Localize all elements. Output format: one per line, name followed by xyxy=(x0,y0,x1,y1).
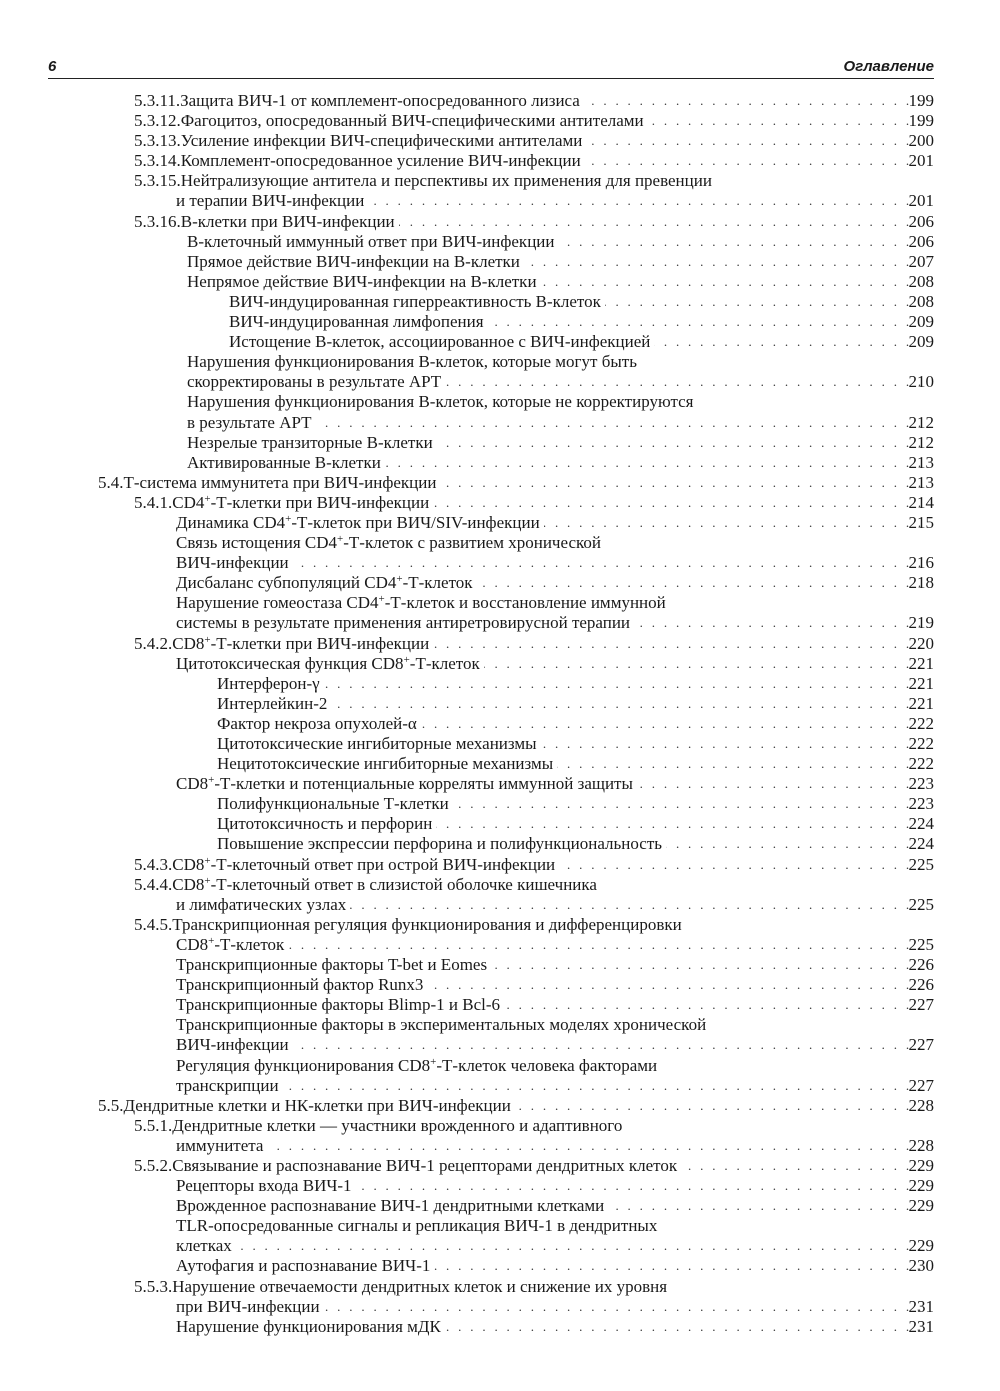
toc-entry-page: 224 xyxy=(908,814,934,834)
toc-entry-page: 212 xyxy=(908,432,934,452)
toc-entry-title: Цитотоксическая функция CD8+-Т-клеток xyxy=(176,653,480,673)
toc-entry-page: 200 xyxy=(908,131,934,151)
toc-entry[interactable] xyxy=(0,1035,1000,1055)
toc-entry[interactable] xyxy=(0,513,1000,533)
toc-entry[interactable] xyxy=(0,1156,1000,1176)
toc-entry-title: Нарушение отвечаемости дендритных клеток и снижение их уровня xyxy=(172,1276,668,1296)
toc-entry-title: Дендритные клетки и НК-клетки при ВИЧ-инфекции xyxy=(123,1095,511,1115)
toc-entry[interactable] xyxy=(0,1015,1000,1035)
leader-dots xyxy=(417,714,930,734)
toc-entry[interactable] xyxy=(0,553,1000,573)
toc-entry-page: 223 xyxy=(908,774,934,794)
toc-entry[interactable] xyxy=(0,131,1000,151)
leader-dots xyxy=(473,573,930,593)
leader-dots xyxy=(381,453,930,473)
toc-entry-title: Транскрипционная регуляция функционирования и дифференцировки xyxy=(172,914,682,934)
leader-dots xyxy=(312,413,930,433)
toc-entry-page: 206 xyxy=(908,211,934,231)
leader-dots xyxy=(327,694,930,714)
leader-dots xyxy=(484,312,930,332)
leader-dots xyxy=(601,292,930,312)
running-title: Оглавление xyxy=(843,58,934,75)
toc-entry-number: 5.5.2. xyxy=(134,1155,173,1175)
toc-entry-page: 228 xyxy=(908,1135,934,1155)
toc-entry[interactable] xyxy=(0,613,1000,633)
toc-entry[interactable] xyxy=(0,272,1000,292)
toc-entry[interactable] xyxy=(0,593,1000,613)
toc-entry-page: 221 xyxy=(908,673,934,693)
leader-dots xyxy=(449,794,930,814)
toc-entry-page: 227 xyxy=(908,1075,934,1095)
toc-entry[interactable] xyxy=(0,1196,1000,1216)
toc-entry-title: Усиление инфекции ВИЧ-специфическими антителами xyxy=(180,131,583,151)
toc-entry-title: Фактор некроза опухолей-α xyxy=(217,713,417,733)
toc-entry-page: 222 xyxy=(908,734,934,753)
toc-entry-page: 208 xyxy=(908,291,934,311)
toc-entry[interactable] xyxy=(0,252,1000,272)
leader-dots xyxy=(430,1256,930,1276)
toc-entry[interactable] xyxy=(0,955,1000,975)
toc-entry-title: Аутофагия и распознавание ВИЧ-1 xyxy=(176,1256,431,1276)
leader-dots xyxy=(432,814,930,834)
toc-entry-number: 5.3.12. xyxy=(134,111,181,131)
toc-entry-page: 227 xyxy=(908,1035,934,1055)
leader-dots xyxy=(429,493,930,513)
toc-entry-page: 209 xyxy=(908,332,934,352)
toc-entry-page: 225 xyxy=(908,934,934,954)
toc-entry[interactable] xyxy=(0,332,1000,352)
toc-entry-title: Фагоцитоз, опосредованный ВИЧ-специфическими антителами xyxy=(180,111,644,131)
leader-dots xyxy=(677,1156,930,1176)
toc-entry-page: 213 xyxy=(908,472,934,492)
leader-dots xyxy=(582,131,930,151)
leader-dots xyxy=(429,634,930,654)
toc-entry-page: 214 xyxy=(908,492,934,512)
toc-entry[interactable] xyxy=(0,814,1000,834)
toc-entry-page: 212 xyxy=(908,412,934,432)
table-of-contents xyxy=(0,91,1000,1337)
toc-entry-title: Цитотоксичность и перфорин xyxy=(217,814,433,834)
toc-entry-number: 5.3.13. xyxy=(134,131,181,151)
toc-entry-number: 5.3.15. xyxy=(134,171,181,191)
leader-dots xyxy=(580,91,930,111)
leader-dots xyxy=(511,1096,930,1116)
toc-entry[interactable] xyxy=(0,453,1000,473)
toc-entry-page: 229 xyxy=(908,1176,934,1196)
toc-entry-title: в результате АРТ xyxy=(187,412,312,432)
toc-entry-number: 5.3.11. xyxy=(134,91,181,110)
toc-entry-title: Динамика CD4+-Т-клеток при ВИЧ/SIV-инфекции xyxy=(176,512,540,532)
leader-dots xyxy=(279,1076,930,1096)
toc-entry-number: 5.3.16. xyxy=(134,211,181,231)
toc-entry-page: 209 xyxy=(908,312,934,332)
toc-entry-page: 220 xyxy=(908,633,934,653)
toc-entry-title: ВИЧ-инфекции xyxy=(176,553,289,573)
toc-entry-title: Дендритные клетки — участники врожденного и адаптивного xyxy=(172,1115,623,1135)
leader-dots xyxy=(630,613,930,633)
toc-entry-page: 199 xyxy=(908,111,934,131)
leader-dots xyxy=(289,553,930,573)
toc-entry-title: CD8+-Т-клетки и потенциальные корреляты иммунной защиты xyxy=(176,774,633,794)
toc-entry-page: 210 xyxy=(908,372,934,392)
toc-entry-title: Нецитотоксические ингибиторные механизмы xyxy=(217,754,554,774)
toc-entry-number: 5.4. xyxy=(98,472,124,492)
toc-entry[interactable] xyxy=(0,392,1000,412)
toc-entry-title: Истощение В-клеток, ассоциированное с ВИЧ-инфекцией xyxy=(229,332,651,352)
toc-entry-page: 216 xyxy=(908,553,934,573)
toc-entry[interactable] xyxy=(0,1136,1000,1156)
toc-entry-title: Незрелые транзиторные В-клетки xyxy=(187,432,433,452)
toc-entry-title: транскрипции xyxy=(176,1075,279,1095)
toc-entry-page: 224 xyxy=(908,834,934,854)
toc-entry-title: Транскрипционные факторы T-bet и Eomes xyxy=(176,955,488,975)
leader-dots xyxy=(395,212,930,232)
toc-entry-title: Цитотоксические ингибиторные механизмы xyxy=(217,734,537,753)
toc-entry[interactable] xyxy=(0,794,1000,814)
toc-entry-title: Нарушения функционирования В-клеток, которые могут быть xyxy=(187,352,637,372)
toc-entry-page: 229 xyxy=(908,1155,934,1175)
toc-entry-title: Связывание и распознавание ВИЧ-1 рецепторами дендритных клеток xyxy=(172,1155,678,1175)
toc-entry-page: 213 xyxy=(908,452,934,472)
toc-entry-page: 226 xyxy=(908,975,934,995)
toc-entry[interactable] xyxy=(0,1076,1000,1096)
leader-dots xyxy=(487,955,930,975)
toc-entry-page: 199 xyxy=(908,91,934,110)
toc-entry-title: Активированные В-клетки xyxy=(187,452,381,472)
toc-entry-page: 225 xyxy=(908,854,934,874)
toc-entry[interactable] xyxy=(0,935,1000,955)
leader-dots xyxy=(604,1196,930,1216)
leader-dots xyxy=(480,654,930,674)
toc-entry-page: 229 xyxy=(908,1196,934,1216)
leader-dots xyxy=(320,674,930,694)
toc-entry-page: 225 xyxy=(908,894,934,914)
leader-dots xyxy=(581,151,930,171)
leader-dots xyxy=(554,232,930,252)
toc-entry-title: Рецепторы входа ВИЧ-1 xyxy=(176,1176,352,1196)
page-number: 6 xyxy=(48,58,57,75)
toc-entry[interactable] xyxy=(0,995,1000,1015)
toc-entry[interactable] xyxy=(0,714,1000,734)
toc-entry[interactable] xyxy=(0,111,1000,131)
toc-entry[interactable] xyxy=(0,694,1000,714)
toc-entry-title: Повышение экспрессии перфорина и полифункциональность xyxy=(217,834,663,854)
toc-entry-title: Т-система иммунитета при ВИЧ-инфекции xyxy=(123,472,437,492)
toc-entry[interactable] xyxy=(0,1116,1000,1136)
leader-dots xyxy=(364,191,930,211)
toc-entry-number: 5.4.2. xyxy=(134,633,173,653)
toc-entry-page: 230 xyxy=(908,1256,934,1276)
toc-entry-title: Врожденное распознавание ВИЧ-1 дендритными клетками xyxy=(176,1196,605,1216)
leader-dots xyxy=(320,1297,930,1317)
leader-dots xyxy=(284,935,930,955)
toc-entry-title: ВИЧ-индуцированная гиперреактивность В-клеток xyxy=(229,291,601,311)
toc-entry-title: В-клеточный иммунный ответ при ВИЧ-инфекции xyxy=(187,231,555,251)
leader-dots xyxy=(537,272,930,292)
toc-entry[interactable] xyxy=(0,975,1000,995)
toc-entry-title: Нарушения функционирования В-клеток, которые не корректируются xyxy=(187,392,694,412)
toc-entry-title: CD8+-Т-клетки при ВИЧ-инфекции xyxy=(172,633,430,653)
toc-entry-title: Дисбаланс субпопуляций CD4+-Т-клеток xyxy=(176,573,473,593)
toc-entry-page: 218 xyxy=(908,573,934,593)
toc-entry-title: Интерлейкин-2 xyxy=(217,693,328,713)
toc-entry[interactable] xyxy=(0,352,1000,372)
toc-entry-page: 223 xyxy=(908,794,934,814)
toc-entry-title: Транскрипционные факторы Blimp-1 и Bcl-6 xyxy=(176,995,500,1015)
toc-entry[interactable] xyxy=(0,191,1000,211)
toc-entry[interactable] xyxy=(0,674,1000,694)
toc-entry[interactable] xyxy=(0,1176,1000,1196)
leader-dots xyxy=(553,754,930,774)
running-header xyxy=(48,56,934,79)
leader-dots xyxy=(436,473,930,493)
leader-dots xyxy=(662,834,930,854)
toc-entry-page: 207 xyxy=(908,251,934,271)
toc-entry-title: Непрямое действие ВИЧ-инфекции на В-клетки xyxy=(187,271,537,291)
leader-dots xyxy=(650,332,930,352)
toc-entry-title: системы в результате применения антиретровирусной терапии xyxy=(176,613,631,633)
toc-entry-title: В-клетки при ВИЧ-инфекции xyxy=(180,211,395,231)
toc-entry-title: и лимфатических узлах xyxy=(176,894,347,914)
toc-entry[interactable] xyxy=(0,1236,1000,1256)
toc-entry[interactable] xyxy=(0,473,1000,493)
toc-entry-page: 201 xyxy=(908,151,934,171)
leader-dots xyxy=(537,734,930,754)
toc-entry-page: 228 xyxy=(908,1095,934,1115)
toc-entry-title: иммунитета xyxy=(176,1135,264,1155)
toc-entry[interactable] xyxy=(0,493,1000,513)
toc-entry-page: 208 xyxy=(908,271,934,291)
toc-entry[interactable] xyxy=(0,232,1000,252)
toc-entry-page: 226 xyxy=(908,955,934,975)
toc-entry-title: Защита ВИЧ-1 от комплемент-опосредованного лизиса xyxy=(180,91,580,110)
toc-entry[interactable] xyxy=(0,855,1000,875)
toc-entry[interactable] xyxy=(0,292,1000,312)
leader-dots xyxy=(423,975,930,995)
toc-entry[interactable] xyxy=(0,754,1000,774)
toc-entry-title: ВИЧ-инфекции xyxy=(176,1035,289,1055)
toc-entry[interactable] xyxy=(0,654,1000,674)
toc-entry-number: 5.5.3. xyxy=(134,1276,173,1296)
toc-entry[interactable] xyxy=(0,151,1000,171)
toc-entry[interactable] xyxy=(0,312,1000,332)
toc-entry-title: ВИЧ-индуцированная лимфопения xyxy=(229,312,484,332)
toc-entry[interactable] xyxy=(0,774,1000,794)
toc-entry-page: 231 xyxy=(908,1316,934,1336)
toc-entry-page: 206 xyxy=(908,231,934,251)
toc-entry-title: Нарушение функционирования мДК xyxy=(176,1316,441,1336)
leader-dots xyxy=(289,1035,930,1055)
toc-entry[interactable] xyxy=(0,171,1000,191)
toc-entry-page: 222 xyxy=(908,754,934,774)
toc-entry-page: 215 xyxy=(908,512,934,532)
toc-entry-title: Нейтрализующие антитела и перспективы их применения для превенции xyxy=(180,171,712,191)
toc-entry-page: 229 xyxy=(908,1236,934,1256)
toc-entry[interactable] xyxy=(0,533,1000,553)
toc-entry-title: Транскрипционный фактор Runx3 xyxy=(176,975,424,995)
toc-entry-title: при ВИЧ-инфекции xyxy=(176,1296,320,1316)
toc-entry-title: Интерферон-γ xyxy=(217,673,320,693)
toc-entry-page: 227 xyxy=(908,995,934,1015)
toc-entry[interactable] xyxy=(0,875,1000,895)
toc-entry-number: 5.4.3. xyxy=(134,854,173,874)
toc-entry-title: CD8+-Т-клеточный ответ при острой ВИЧ-инфекции xyxy=(172,854,556,874)
toc-entry-title: CD4+-Т-клетки при ВИЧ-инфекции xyxy=(172,492,430,512)
toc-entry-title: CD8+-Т-клеток xyxy=(176,934,285,954)
toc-entry-number: 5.5.1. xyxy=(134,1115,173,1135)
leader-dots xyxy=(441,1317,930,1337)
toc-entry-number: 5.5. xyxy=(98,1095,124,1115)
toc-entry-title: Транскрипционные факторы в экспериментальных моделях хронической xyxy=(176,1015,707,1035)
toc-entry-title: клетках xyxy=(176,1236,232,1256)
toc-entry-title: Полифункциональные Т-клетки xyxy=(217,794,449,814)
toc-entry[interactable] xyxy=(0,734,1000,754)
toc-entry-page: 231 xyxy=(908,1296,934,1316)
toc-entry[interactable] xyxy=(0,413,1000,433)
toc-entry[interactable] xyxy=(0,915,1000,935)
toc-entry[interactable] xyxy=(0,1256,1000,1276)
leader-dots xyxy=(540,513,930,533)
toc-entry-title: Связь истощения CD4+-Т-клеток с развитием хронической xyxy=(176,533,601,553)
toc-entry-title: Регуляция функционирования CD8+-Т-клеток человека факторами xyxy=(176,1055,658,1075)
toc-entry-page: 219 xyxy=(908,613,934,633)
toc-entry-title: CD8+-Т-клеточный ответ в слизистой оболочке кишечника xyxy=(172,874,597,894)
toc-entry[interactable] xyxy=(0,1317,1000,1337)
toc-entry-page: 201 xyxy=(908,191,934,211)
toc-entry-number: 5.4.4. xyxy=(134,874,173,894)
toc-entry[interactable] xyxy=(0,212,1000,232)
toc-entry[interactable] xyxy=(0,1096,1000,1116)
toc-entry[interactable] xyxy=(0,895,1000,915)
toc-entry-number: 5.4.1. xyxy=(134,492,173,512)
leader-dots xyxy=(346,895,930,915)
leader-dots xyxy=(232,1236,930,1256)
toc-entry[interactable] xyxy=(0,433,1000,453)
toc-entry[interactable] xyxy=(0,1216,1000,1236)
toc-entry[interactable] xyxy=(0,1056,1000,1076)
leader-dots xyxy=(441,372,930,392)
leader-dots xyxy=(633,774,930,794)
leader-dots xyxy=(433,433,930,453)
toc-entry-number: 5.3.14. xyxy=(134,151,181,171)
toc-entry-title: скорректированы в результате АРТ xyxy=(187,372,442,392)
leader-dots xyxy=(644,111,930,131)
toc-entry[interactable] xyxy=(0,834,1000,854)
toc-entry[interactable] xyxy=(0,372,1000,392)
leader-dots xyxy=(520,252,930,272)
toc-entry-page: 221 xyxy=(908,693,934,713)
toc-entry[interactable] xyxy=(0,1277,1000,1297)
leader-dots xyxy=(352,1176,930,1196)
leader-dots xyxy=(500,995,930,1015)
toc-entry[interactable] xyxy=(0,91,1000,111)
toc-entry-title: и терапии ВИЧ-инфекции xyxy=(176,191,365,211)
leader-dots xyxy=(263,1136,930,1156)
toc-entry[interactable] xyxy=(0,1297,1000,1317)
toc-entry-title: TLR-опосредованные сигналы и репликация ВИЧ-1 в дендритных xyxy=(176,1216,658,1236)
toc-entry-number: 5.4.5. xyxy=(134,914,173,934)
toc-entry-title: Комплемент-опосредованное усиление ВИЧ-инфекции xyxy=(180,151,581,171)
toc-entry-page: 222 xyxy=(908,713,934,733)
leader-dots xyxy=(555,855,930,875)
toc-entry[interactable] xyxy=(0,573,1000,593)
toc-entry-page: 221 xyxy=(908,653,934,673)
toc-entry-title: Нарушение гомеостаза CD4+-Т-клеток и восстановление иммунной xyxy=(176,593,666,613)
toc-entry-title: Прямое действие ВИЧ-инфекции на В-клетки xyxy=(187,251,520,271)
toc-entry[interactable] xyxy=(0,634,1000,654)
